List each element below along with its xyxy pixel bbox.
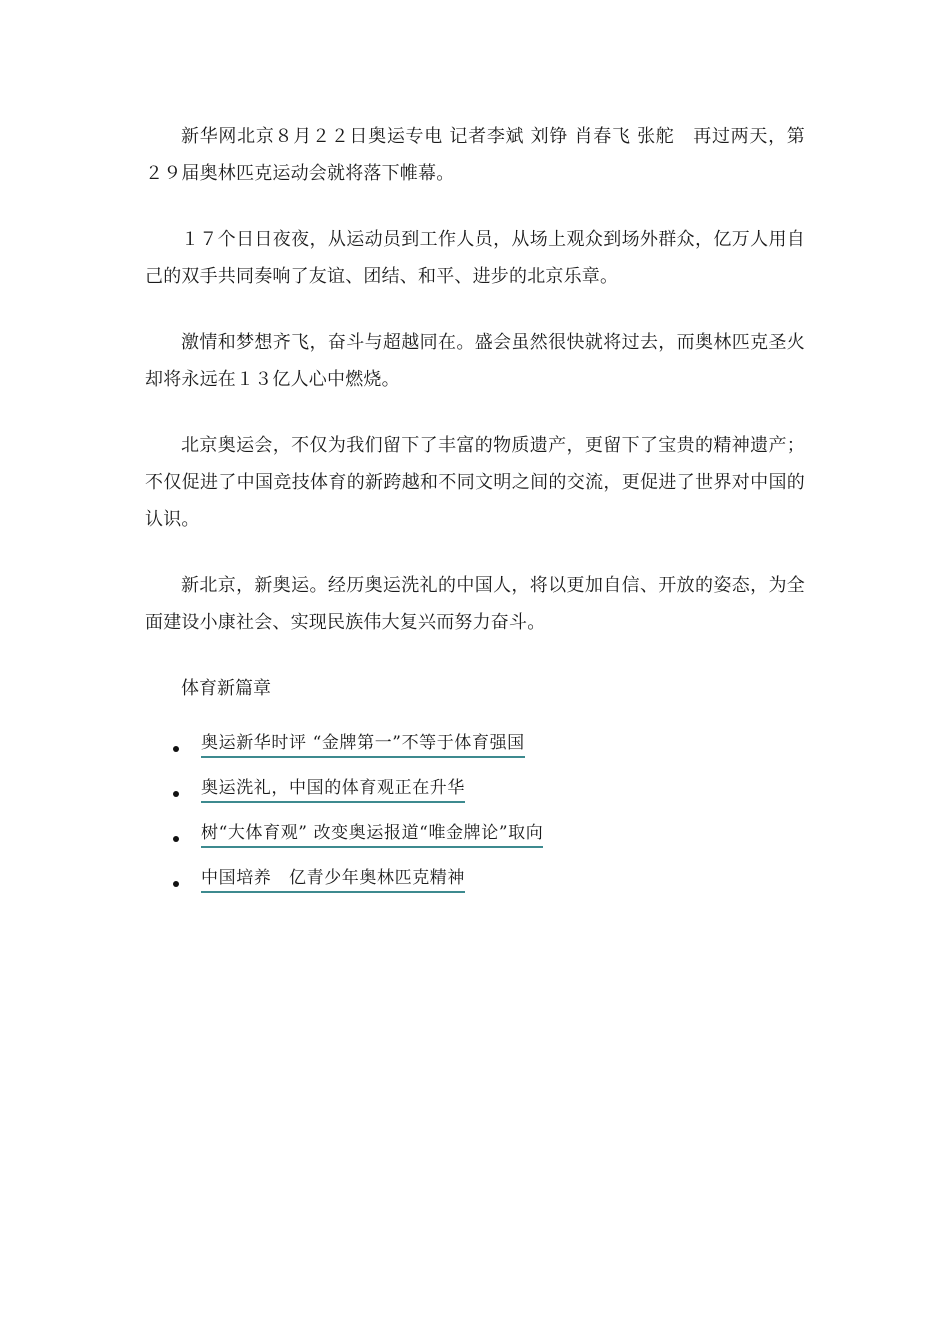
related-links-list bbox=[145, 731, 805, 911]
related-link-1[interactable]: 奥运新华时评 “金牌第一”不等于体育强国 bbox=[201, 731, 525, 758]
article-paragraph-1: 新华网北京８月２２日奥运专电 记者李斌 刘铮 肖春飞 张舵 再过两天，第２９届奥林匹克运动会就将落下帷幕。 bbox=[145, 126, 805, 184]
list-item bbox=[145, 821, 805, 866]
article-body bbox=[145, 118, 805, 911]
article-paragraph-3: 激情和梦想齐飞，奋斗与超越同在。盛会虽然很快就将过去，而奥林匹克圣火却将永远在１３亿人心中燃烧。 bbox=[145, 332, 805, 390]
related-link-3[interactable]: 树“大体育观” 改变奥运报道“唯金牌论”取向 bbox=[201, 821, 543, 848]
list-item bbox=[145, 731, 805, 776]
article-paragraph-4: 北京奥运会，不仅为我们留下了丰富的物质遗产，更留下了宝贵的精神遗产；不仅促进了中国竞技体育的新跨越和不同文明之间的交流，更促进了世界对中国的认识。 bbox=[145, 435, 805, 530]
bullet-icon bbox=[173, 746, 179, 752]
bullet-icon bbox=[173, 836, 179, 842]
list-item bbox=[145, 776, 805, 821]
related-link-4[interactable]: 中国培养 亿青少年奥林匹克精神 bbox=[201, 866, 465, 893]
bullet-icon bbox=[173, 791, 179, 797]
article-paragraph-2: １７个日日夜夜，从运动员到工作人员，从场上观众到场外群众，亿万人用自己的双手共同奏响了友谊、团结、和平、进步的北京乐章。 bbox=[145, 229, 805, 287]
section-title: 体育新篇章 bbox=[181, 678, 271, 699]
related-link-2[interactable]: 奥运洗礼，中国的体育观正在升华 bbox=[201, 776, 465, 803]
list-item bbox=[145, 866, 805, 911]
article-paragraph-5: 新北京，新奥运。经历奥运洗礼的中国人，将以更加自信、开放的姿态，为全面建设小康社会、实现民族伟大复兴而努力奋斗。 bbox=[145, 575, 805, 633]
bullet-icon bbox=[173, 881, 179, 887]
